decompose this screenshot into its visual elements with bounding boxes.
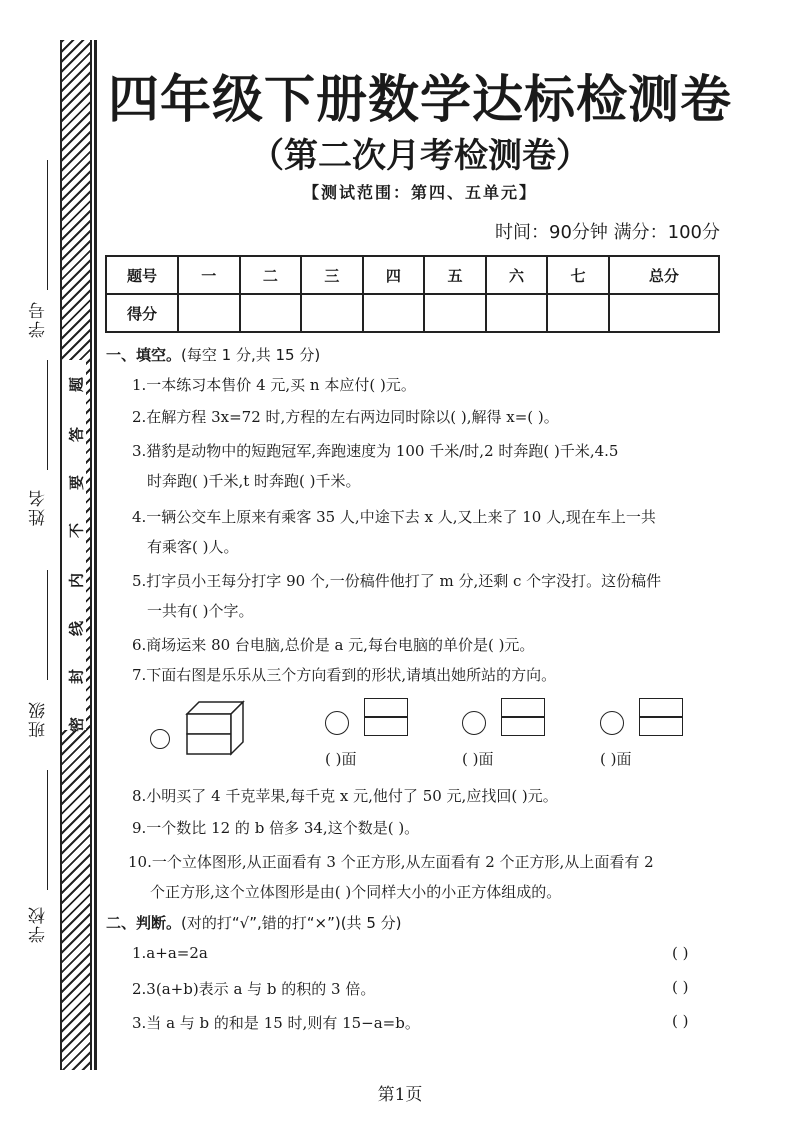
question-3: 3.猎豹是动物中的短跑冠军,奔跑速度为 100 千米/时,2 时奔跑( )千米,4.5 <box>132 442 619 460</box>
page-title: 四年级下册数学达标检测卷 <box>107 70 732 130</box>
table-cell: 七 <box>547 256 609 294</box>
judge-answer-1[interactable]: ( ) <box>672 944 689 962</box>
name-line <box>47 360 48 470</box>
section-2-heading <box>106 912 401 933</box>
section-1-heading <box>106 344 320 365</box>
score-input-cell[interactable] <box>609 294 719 332</box>
view-circle <box>325 711 349 735</box>
judge-question-1: 1.a+a=2a <box>132 944 208 962</box>
time-and-score: 时间：90分钟 满分：100分 <box>495 222 720 243</box>
viewer-icon <box>150 729 170 749</box>
question-4-cont: 有乘客( )人。 <box>147 538 239 556</box>
seal-char: 线 <box>67 621 86 637</box>
table-cell: 四 <box>363 256 425 294</box>
test-range: 【测试范围：第四、五单元】 <box>302 183 537 202</box>
view-circle <box>600 711 624 735</box>
class-line <box>47 570 48 680</box>
judge-answer-3[interactable]: ( ) <box>672 1012 689 1030</box>
score-input-cell[interactable] <box>486 294 548 332</box>
table-row <box>106 294 719 332</box>
view-square <box>364 698 408 718</box>
judge-answer-2[interactable]: ( ) <box>672 978 689 996</box>
direction-answer-3[interactable]: ( )面 <box>600 750 632 768</box>
score-input-cell[interactable] <box>547 294 609 332</box>
direction-answer-2[interactable]: ( )面 <box>462 750 494 768</box>
table-cell: 五 <box>424 256 486 294</box>
school-line <box>47 770 48 890</box>
seal-char: 题 <box>67 377 86 393</box>
score-input-cell[interactable] <box>240 294 302 332</box>
seal-char: 密 <box>67 717 86 733</box>
section-note: (对的打“√”,错的打“×”)(共 5 分) <box>181 914 402 932</box>
seal-char: 要 <box>67 475 86 491</box>
view-square <box>639 716 683 736</box>
table-cell: 题号 <box>106 256 178 294</box>
view-circle <box>462 711 486 735</box>
name-label: 姓名 <box>29 488 49 526</box>
question-2: 2.在解方程 3x=72 时,方程的左右两边同时除以( ),解得 x=( )。 <box>132 408 559 426</box>
table-cell: 二 <box>240 256 302 294</box>
question-10-cont: 个正方形,这个立体图形是由( )个同样大小的小正方体组成的。 <box>150 883 562 901</box>
judge-question-3: 3.当 a 与 b 的和是 15 时,则有 15−a=b。 <box>132 1014 420 1032</box>
school-label: 学校 <box>29 905 49 943</box>
question-1: 1.一本练习本售价 4 元,买 n 本应付( )元。 <box>132 376 416 394</box>
score-input-cell[interactable] <box>178 294 240 332</box>
seal-char: 不 <box>67 523 86 539</box>
question-6: 6.商场运来 80 台电脑,总价是 a 元,每台电脑的单价是( )元。 <box>132 636 535 654</box>
view-square <box>501 716 545 736</box>
score-input-cell[interactable] <box>424 294 486 332</box>
class-label: 班级 <box>29 700 49 738</box>
margin-divider <box>94 40 97 1070</box>
table-row <box>106 256 719 294</box>
score-table <box>105 255 720 333</box>
seal-char: 封 <box>67 669 86 685</box>
seal-char: 内 <box>67 573 86 589</box>
student-id-label: 学号 <box>29 300 49 338</box>
cube-stack-figure <box>185 700 245 758</box>
score-input-cell[interactable] <box>301 294 363 332</box>
table-cell: 一 <box>178 256 240 294</box>
section-note: (每空 1 分,共 15 分) <box>181 346 321 364</box>
question-3-cont: 时奔跑( )千米,t 时奔跑( )千米。 <box>147 472 361 490</box>
question-5-cont: 一共有( )个字。 <box>147 602 254 620</box>
table-cell: 三 <box>301 256 363 294</box>
question-9: 9.一个数比 12 的 b 倍多 34,这个数是( )。 <box>132 819 420 837</box>
table-cell: 总分 <box>609 256 719 294</box>
question-8: 8.小明买了 4 千克苹果,每千克 x 元,他付了 50 元,应找回( )元。 <box>132 787 558 805</box>
view-square <box>501 698 545 718</box>
view-square <box>639 698 683 718</box>
question-4: 4.一辆公交车上原来有乘客 35 人,中途下去 x 人,又上来了 10 人,现在车上一共 <box>132 508 656 526</box>
page-number: 第1页 <box>377 1085 423 1105</box>
seal-char: 答 <box>67 427 86 443</box>
score-input-cell[interactable] <box>363 294 425 332</box>
judge-question-2: 2.3(a+b)表示 a 与 b 的积的 3 倍。 <box>132 980 376 998</box>
student-id-line <box>47 160 48 290</box>
table-cell: 得分 <box>106 294 178 332</box>
question-7: 7.下面右图是乐乐从三个方向看到的形状,请填出她所站的方向。 <box>132 666 557 684</box>
page-subtitle: （第二次月考检测卷） <box>250 136 590 176</box>
section-title: 一、填空。 <box>106 346 182 364</box>
view-square <box>364 716 408 736</box>
section-title: 二、判断。 <box>106 914 182 932</box>
question-10: 10.一个立体图形,从正面看有 3 个正方形,从左面看有 2 个正方形,从上面看有 2 <box>128 853 654 871</box>
direction-answer-1[interactable]: ( )面 <box>325 750 357 768</box>
table-cell: 六 <box>486 256 548 294</box>
question-5: 5.打字员小王每分打字 90 个,一份稿件他打了 m 分,还剩 c 个字没打。这份稿件 <box>132 572 662 590</box>
